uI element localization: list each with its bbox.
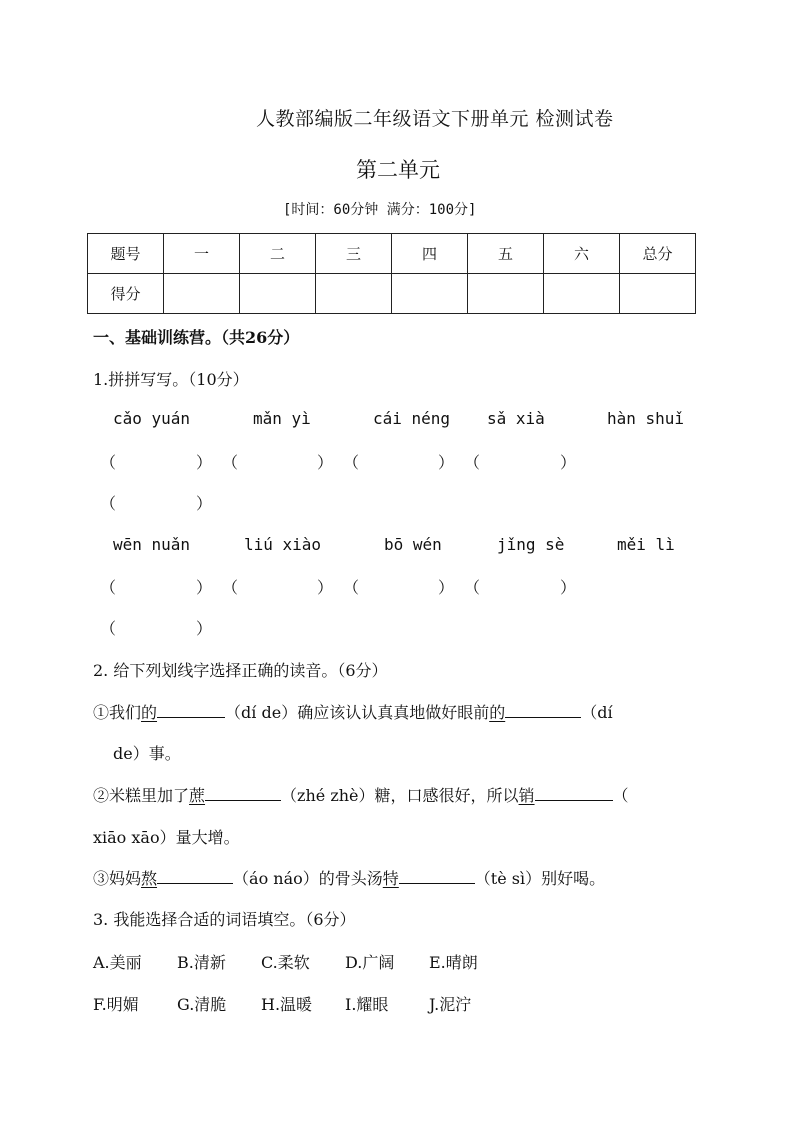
item-text: （dí de）确应该认认真真地做好眼前	[225, 703, 490, 722]
score-header-cell: 四	[392, 234, 468, 274]
question-2-title: 2. 给下列划线字选择正确的读音。（6分）	[93, 661, 388, 680]
question-3-title: 3. 我能选择合适的词语填空。（6分）	[93, 910, 356, 929]
answer-paren-open: （	[343, 578, 360, 597]
pinyin-item: měi lì	[617, 535, 675, 554]
item-text: （	[612, 786, 629, 805]
answer-paren-close: ）	[196, 578, 213, 597]
word-option: G.清脆	[177, 995, 227, 1014]
question-2-item-3	[93, 866, 605, 889]
item-text: （áo náo）的骨头汤	[233, 869, 383, 888]
answer-blank[interactable]	[399, 869, 475, 884]
score-header-cell: 一	[164, 234, 240, 274]
question-1-title: 1.拼拼写写。（10分）	[93, 370, 249, 389]
answer-paren-open: （	[100, 494, 117, 513]
answer-paren-open: （	[464, 578, 481, 597]
item-text: （zhé zhè）糖，口感很好，所以	[281, 786, 519, 805]
underlined-char: 的	[141, 703, 158, 722]
word-option: J.泥泞	[429, 995, 472, 1014]
unit-title: 第二单元	[356, 158, 440, 182]
score-cell[interactable]	[164, 274, 240, 314]
answer-blank[interactable]	[505, 703, 581, 718]
answer-paren-open: （	[222, 453, 239, 472]
word-option: B.清新	[177, 953, 226, 972]
pinyin-item: cái néng	[373, 409, 451, 428]
pinyin-item: hàn shuǐ	[607, 409, 685, 428]
answer-paren-open: （	[343, 453, 360, 472]
pinyin-item: sǎ xià	[487, 409, 545, 428]
answer-paren-open: （	[222, 578, 239, 597]
answer-paren-open: （	[464, 453, 481, 472]
answer-paren-open: （	[100, 619, 117, 638]
word-option: I.耀眼	[345, 995, 389, 1014]
answer-blank[interactable]	[205, 786, 281, 801]
answer-paren-close: ）	[438, 578, 455, 597]
score-cell[interactable]	[392, 274, 468, 314]
question-2-item-2-cont: xiāo xāo）量大增。	[93, 828, 240, 847]
score-table-header-row	[88, 234, 696, 274]
pinyin-item: bō wén	[384, 535, 442, 554]
pinyin-item: wēn nuǎn	[113, 535, 191, 554]
pinyin-item: liú xiào	[244, 535, 322, 554]
word-option: D.广阔	[345, 953, 395, 972]
underlined-char: 熬	[141, 869, 158, 888]
score-table-score-row	[88, 274, 696, 314]
score-header-cell: 六	[544, 234, 620, 274]
underlined-char: 的	[489, 703, 506, 722]
score-header-cell: 总分	[620, 234, 696, 274]
question-2-item-1-cont: de）事。	[113, 744, 181, 763]
exam-title: 人教部编版二年级语文下册单元 检测试卷	[256, 108, 614, 130]
answer-blank[interactable]	[535, 786, 613, 801]
underlined-char: 特	[382, 869, 399, 888]
score-header-cell: 三	[316, 234, 392, 274]
word-option: H.温暖	[261, 995, 313, 1014]
question-2-item-1	[93, 700, 613, 723]
section-heading: 一、基础训练营。（共26分）	[93, 328, 300, 347]
word-option: F.明媚	[93, 995, 139, 1014]
word-option: A.美丽	[93, 953, 142, 972]
exam-meta: [时间：60分钟 满分：100分]	[283, 202, 477, 218]
score-cell[interactable]	[468, 274, 544, 314]
score-header-cell: 题号	[88, 234, 164, 274]
answer-paren-open: （	[100, 453, 117, 472]
answer-paren-close: ）	[196, 494, 213, 513]
pinyin-item: jǐng sè	[497, 535, 565, 554]
pinyin-item: cǎo yuán	[113, 409, 191, 428]
answer-paren-close: ）	[196, 619, 213, 638]
answer-paren-close: ）	[438, 453, 455, 472]
item-text: ③妈妈	[93, 869, 142, 888]
pinyin-item: mǎn yì	[253, 409, 311, 428]
answer-blank[interactable]	[157, 869, 233, 884]
word-option: C.柔软	[261, 953, 310, 972]
score-row-label: 得分	[88, 274, 164, 314]
item-text: （tè sì）别好喝。	[474, 869, 606, 888]
word-option: E.晴朗	[429, 953, 478, 972]
score-cell[interactable]	[240, 274, 316, 314]
item-text: ②米糕里加了	[93, 786, 190, 805]
answer-paren-close: ）	[196, 453, 213, 472]
underlined-char: 销	[518, 786, 535, 805]
underlined-char: 蔗	[189, 786, 206, 805]
answer-paren-close: ）	[317, 578, 334, 597]
score-cell[interactable]	[620, 274, 696, 314]
answer-paren-close: ）	[317, 453, 334, 472]
score-table	[87, 233, 696, 314]
answer-paren-open: （	[100, 578, 117, 597]
score-cell[interactable]	[544, 274, 620, 314]
answer-paren-close: ）	[560, 453, 577, 472]
answer-paren-close: ）	[560, 578, 577, 597]
score-header-cell: 五	[468, 234, 544, 274]
item-text: （dí	[581, 703, 613, 722]
question-2-item-2	[93, 783, 629, 806]
answer-blank[interactable]	[157, 703, 225, 718]
item-text: ①我们	[93, 703, 142, 722]
score-cell[interactable]	[316, 274, 392, 314]
score-header-cell: 二	[240, 234, 316, 274]
